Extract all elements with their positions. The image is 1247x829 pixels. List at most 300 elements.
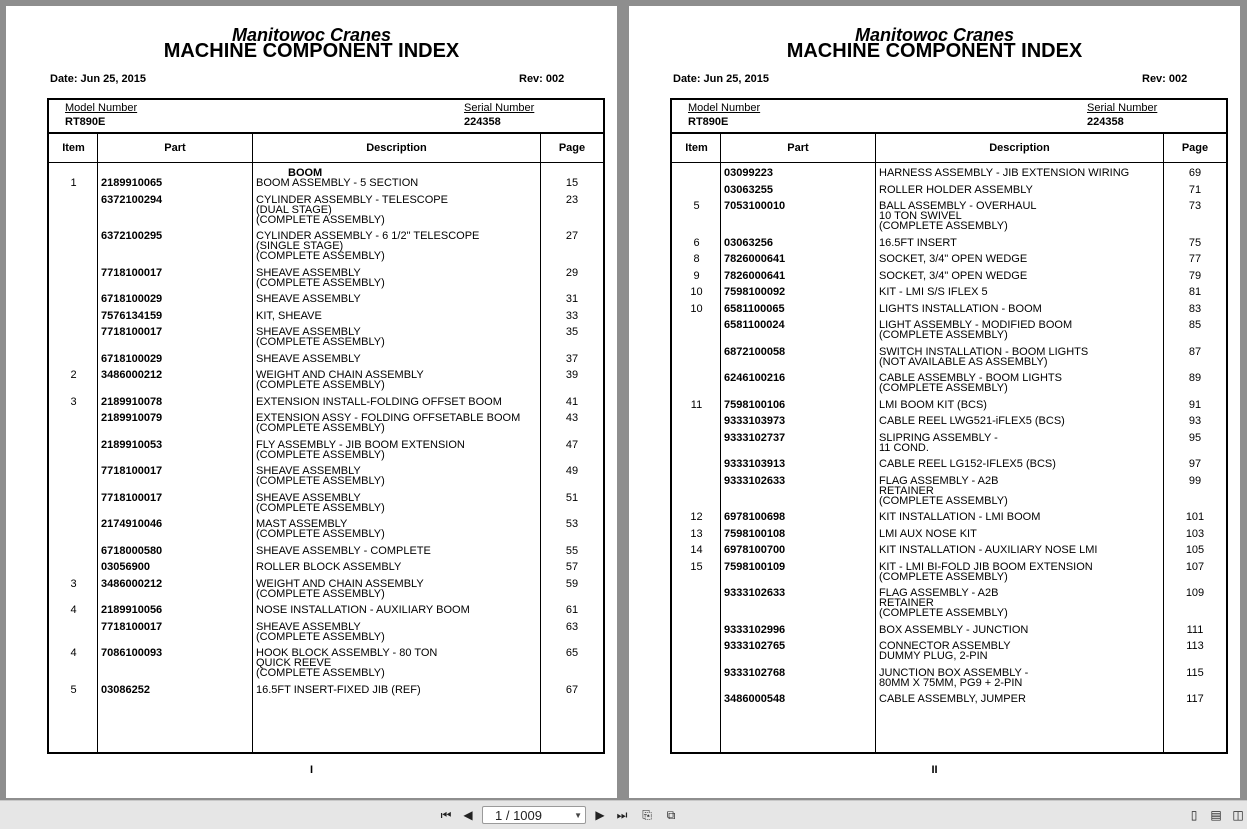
part-description [879, 510, 1164, 522]
part-number: 6246100216 [724, 372, 786, 384]
part-number: 9333102768 [724, 666, 786, 679]
column-header-description: Description [366, 142, 427, 154]
document-date: Date: Jun 25, 2015 [50, 73, 146, 85]
item-number: 9 [693, 269, 700, 282]
table-row [672, 639, 1226, 666]
page-reference: 67 [565, 683, 579, 696]
part-number: 7826000641 [724, 269, 786, 282]
description-line: (COMPLETE ASSEMBLY) [256, 250, 385, 262]
part-number: 7718100017 [101, 620, 163, 633]
description-line: HOOK BLOCK ASSEMBLY - 80 TON [256, 647, 438, 659]
description-line: (COMPLETE ASSEMBLY) [879, 570, 1008, 583]
description-line: DUMMY PLUG, 2-PIN [879, 650, 988, 662]
serial-number-label: Serial Number [464, 102, 535, 114]
column-header-page: Page [558, 142, 586, 154]
description-line: LMI AUX NOSE KIT [879, 527, 977, 540]
model-number-label: Model Number [688, 102, 761, 114]
table-row [672, 252, 1226, 269]
description-line: SWITCH INSTALLATION - BOOM LIGHTS [879, 345, 1089, 358]
column-header-row [672, 134, 1226, 163]
part-number: 03063255 [724, 183, 773, 196]
part-description [879, 166, 1164, 178]
description-line: (COMPLETE ASSEMBLY) [256, 379, 385, 391]
part-description [879, 414, 1164, 426]
part-description [256, 292, 541, 304]
table-row [672, 371, 1226, 398]
description-line: SHEAVE ASSEMBLY [256, 352, 361, 365]
part-description [879, 623, 1164, 635]
part-description [879, 269, 1164, 281]
last-page-icon[interactable]: ⏭ [616, 808, 628, 822]
table-row [49, 577, 603, 604]
column-header-item: Item [685, 142, 708, 154]
part-number: 7576134159 [101, 309, 163, 322]
company-name: Manitowoc Cranes [231, 25, 392, 45]
description-line: SHEAVE ASSEMBLY [256, 293, 361, 305]
description-line: CABLE REEL LG152-IFLEX5 (BCS) [879, 458, 1056, 470]
table-row [672, 586, 1226, 623]
part-number: 9333103973 [724, 415, 786, 427]
item-number: 4 [70, 604, 77, 616]
part-description [256, 395, 541, 407]
document-page [6, 6, 617, 798]
part-description [256, 368, 541, 390]
page-reference: 23 [565, 193, 579, 206]
part-description [256, 544, 541, 556]
page-reference: 95 [1188, 431, 1202, 444]
item-number: 5 [70, 683, 77, 696]
description-line: SHEAVE ASSEMBLY - COMPLETE [256, 544, 431, 557]
description-line: CONNECTOR ASSEMBLY [879, 640, 1011, 652]
part-number: 7718100017 [101, 491, 163, 504]
page-reference: 53 [565, 518, 579, 530]
table-row [49, 309, 603, 326]
part-number: 3486000212 [101, 577, 163, 590]
item-number: 2 [70, 369, 77, 381]
part-description [256, 517, 541, 539]
description-line: (COMPLETE ASSEMBLY) [256, 276, 385, 289]
table-body [672, 166, 1226, 709]
section-heading: BOOM [288, 167, 323, 179]
part-description [879, 586, 1164, 618]
description-line: 16.5FT INSERT-FIXED JIB (REF) [256, 683, 421, 696]
page-reference: 27 [565, 230, 579, 242]
table-row [49, 544, 603, 561]
part-description [879, 252, 1164, 264]
page-reference: 73 [1188, 200, 1202, 212]
description-line: (COMPLETE ASSEMBLY) [256, 475, 385, 487]
part-number: 7598100092 [724, 286, 786, 298]
item-number: 3 [70, 395, 77, 408]
description-line: FLAG ASSEMBLY - A2B [879, 474, 999, 487]
item-number: 14 [690, 544, 703, 556]
page-reference: 93 [1188, 415, 1202, 427]
table-row [49, 683, 603, 700]
item-number: 12 [690, 511, 703, 523]
part-description [879, 183, 1164, 195]
page-reference: 31 [565, 293, 579, 305]
part-number: 6718100029 [101, 352, 163, 365]
page-footer-number: I [309, 764, 314, 776]
page-reference: 51 [565, 491, 579, 504]
description-line: LIGHT ASSEMBLY - MODIFIED BOOM [879, 319, 1073, 331]
section-heading-row [49, 166, 603, 179]
part-description [879, 474, 1164, 506]
page-footer-number: II [931, 764, 938, 776]
description-line: (COMPLETE ASSEMBLY) [879, 220, 1008, 232]
part-number: 7598100106 [724, 398, 786, 411]
page-reference: 99 [1188, 474, 1202, 487]
description-line: ROLLER HOLDER ASSEMBLY [879, 183, 1033, 196]
part-description [256, 620, 541, 642]
table-row [49, 646, 603, 683]
description-line: SOCKET, 3/4" OPEN WEDGE [879, 253, 1028, 265]
table-row [49, 411, 603, 438]
page-reference: 79 [1188, 269, 1202, 282]
table-row [49, 368, 603, 395]
part-description [256, 309, 541, 321]
description-line: (NOT AVAILABLE AS ASSEMBLY) [879, 355, 1048, 368]
page-reference: 61 [565, 604, 579, 616]
page-number-input[interactable] [482, 806, 586, 824]
description-line: KIT INSTALLATION - AUXILIARY NOSE LMI [879, 544, 1098, 556]
column-header-part: Part [787, 142, 809, 154]
company-name: Manitowoc Cranes [854, 25, 1015, 45]
serial-number-value: 224358 [464, 116, 501, 128]
description-line: EXTENSION ASSY - FOLDING OFFSETABLE BOOM [256, 412, 521, 424]
description-line: 16.5FT INSERT [879, 236, 957, 249]
description-line: (COMPLETE ASSEMBLY) [256, 336, 385, 348]
page-number-value: 1 / 1009 [495, 808, 542, 823]
part-description [256, 438, 541, 460]
description-line: WEIGHT AND CHAIN ASSEMBLY [256, 577, 424, 590]
page-reference: 47 [565, 438, 579, 451]
part-description [256, 352, 541, 364]
table-row [672, 345, 1226, 372]
chevron-down-icon[interactable]: ▼ [574, 811, 582, 820]
description-line: (COMPLETE ASSEMBLY) [879, 382, 1008, 394]
page-reference: 63 [565, 620, 579, 633]
page-reference: 71 [1188, 183, 1202, 196]
description-line: JUNCTION BOX ASSEMBLY - [879, 666, 1029, 679]
description-line: BALL ASSEMBLY - OVERHAUL [879, 200, 1037, 212]
description-line: CABLE REEL LWG521-iFLEX5 (BCS) [879, 415, 1065, 427]
item-number: 10 [690, 286, 703, 298]
part-description [256, 577, 541, 599]
description-line: RETAINER [879, 484, 934, 497]
description-line: (COMPLETE ASSEMBLY) [256, 587, 385, 600]
table-row [672, 398, 1226, 415]
column-header-part: Part [164, 142, 186, 154]
part-description [879, 431, 1164, 453]
table-row [49, 193, 603, 230]
column-header-item: Item [62, 142, 85, 154]
rotate-icon[interactable]: ⎘ [642, 808, 652, 822]
description-line: SOCKET, 3/4" OPEN WEDGE [879, 269, 1028, 282]
description-line: 10 TON SWIVEL [879, 210, 962, 222]
description-line: SLIPRING ASSEMBLY - [879, 431, 998, 444]
table-row [49, 491, 603, 518]
table-row [49, 325, 603, 352]
part-number: 6581100024 [724, 319, 785, 331]
part-description [256, 560, 541, 572]
part-number: 3486000548 [724, 693, 786, 705]
description-line: (COMPLETE ASSEMBLY) [256, 213, 385, 226]
first-page-icon[interactable]: ⏮ [440, 808, 452, 822]
part-number: 7718100017 [101, 326, 163, 338]
part-description [879, 345, 1164, 367]
description-line: LIGHTS INSTALLATION - BOOM [879, 302, 1042, 315]
item-number: 13 [690, 527, 703, 540]
table-row [672, 543, 1226, 560]
part-description [879, 692, 1164, 704]
table-row [49, 176, 603, 193]
part-description [256, 646, 541, 678]
part-description [879, 639, 1164, 661]
table-row [49, 266, 603, 293]
item-number: 4 [70, 647, 77, 659]
column-header-page: Page [1181, 142, 1209, 154]
part-description [879, 371, 1164, 393]
table-row [672, 302, 1226, 319]
page-reference: 37 [565, 352, 579, 365]
description-line: KIT, SHEAVE [256, 309, 322, 322]
part-number: 2189910065 [101, 177, 163, 189]
part-number: 7718100017 [101, 465, 163, 477]
description-line: (COMPLETE ASSEMBLY) [256, 667, 385, 679]
page-reference: 85 [1188, 319, 1202, 331]
page-reference: 115 [1186, 666, 1204, 679]
part-description [879, 285, 1164, 297]
page-reference: 43 [565, 412, 579, 424]
page-reference: 29 [565, 266, 579, 279]
description-line: SHEAVE ASSEMBLY [256, 491, 361, 504]
part-description [879, 527, 1164, 539]
document-revision: Rev: 002 [519, 73, 565, 85]
table-row [672, 666, 1226, 693]
table-row [49, 229, 603, 266]
description-line: 80MM X 75MM, PG9 + 2-PIN [879, 676, 1023, 689]
page-reference: 83 [1188, 302, 1202, 315]
part-number: 03099223 [724, 167, 773, 179]
page-reference: 59 [565, 577, 579, 590]
description-line: MAST ASSEMBLY [256, 518, 348, 530]
part-description [879, 318, 1164, 340]
description-line: SHEAVE ASSEMBLY [256, 620, 361, 633]
table-row [49, 517, 603, 544]
page-reference: 103 [1185, 527, 1205, 540]
model-serial-box [49, 100, 603, 134]
page-reference: 91 [1188, 398, 1202, 411]
part-number: 6372100295 [101, 230, 163, 242]
page-reference: 105 [1185, 544, 1205, 556]
part-number: 03086252 [101, 683, 150, 696]
description-line: EXTENSION INSTALL-FOLDING OFFSET BOOM [256, 395, 502, 408]
part-number: 2174910046 [101, 518, 163, 530]
description-line: CYLINDER ASSEMBLY - 6 1/2" TELESCOPE [256, 230, 480, 242]
table-row [49, 464, 603, 491]
prev-page-icon[interactable]: ◀ [463, 808, 473, 822]
table-row [672, 510, 1226, 527]
table-row [49, 620, 603, 647]
table-row [672, 560, 1226, 587]
part-description [256, 193, 541, 225]
description-line: (COMPLETE ASSEMBLY) [879, 607, 1008, 619]
part-number: 6718100029 [101, 293, 163, 305]
page-reference: 35 [565, 326, 579, 338]
item-number: 5 [693, 200, 700, 212]
serial-number-value: 224358 [1087, 116, 1124, 128]
part-number: 6372100294 [101, 193, 163, 206]
viewer-toolbar [0, 800, 1247, 829]
description-line: BOOM ASSEMBLY - 5 SECTION [256, 177, 419, 189]
part-description [879, 398, 1164, 410]
part-description [256, 176, 541, 188]
description-line: HARNESS ASSEMBLY - JIB EXTENSION WIRING [879, 167, 1130, 179]
description-line: QUICK REEVE [256, 657, 332, 669]
part-number: 2189910079 [101, 412, 163, 424]
model-number-value: RT890E [65, 116, 106, 128]
page-reference: 69 [1188, 167, 1202, 179]
part-number: 7826000641 [724, 253, 786, 265]
part-description [879, 199, 1164, 231]
table-row [672, 623, 1226, 640]
description-line: CABLE ASSEMBLY - BOOM LIGHTS [879, 372, 1062, 384]
table-row [672, 431, 1226, 458]
part-description [256, 603, 541, 615]
part-description [256, 266, 541, 288]
description-line: (SINGLE STAGE) [256, 240, 344, 252]
description-line: KIT - LMI S/S IFLEX 5 [879, 286, 988, 298]
part-number: 03063256 [724, 236, 773, 249]
page-reference: 65 [565, 647, 579, 659]
part-number: 2189910053 [101, 438, 163, 451]
table-row [49, 560, 603, 577]
page-reference: 101 [1185, 511, 1205, 523]
description-line: (COMPLETE ASSEMBLY) [256, 528, 385, 540]
part-number: 2189910056 [101, 604, 163, 616]
page-reference: 111 [1186, 623, 1204, 636]
part-number: 7598100108 [724, 527, 786, 540]
part-number: 9333102737 [724, 431, 786, 444]
description-line: 11 COND. [879, 441, 929, 454]
page-reference: 109 [1185, 587, 1205, 599]
page-reference: 15 [565, 177, 579, 189]
part-number: 7086100093 [101, 647, 163, 659]
part-number: 9333102996 [724, 623, 786, 636]
table-row [672, 527, 1226, 544]
page-reference: 107 [1185, 560, 1205, 573]
item-number: 15 [690, 560, 703, 573]
part-number: 2189910078 [101, 395, 163, 408]
part-description [256, 491, 541, 513]
page-reference: 87 [1188, 345, 1202, 358]
description-line: CABLE ASSEMBLY, JUMPER [879, 693, 1026, 705]
page-reference: 75 [1188, 236, 1202, 249]
table-row [49, 438, 603, 465]
fit-icon[interactable]: ⧉ [666, 808, 676, 822]
serial-number-label: Serial Number [1087, 102, 1158, 114]
description-line: (COMPLETE ASSEMBLY) [256, 422, 385, 434]
column-header-row [49, 134, 603, 163]
table-row [49, 603, 603, 620]
part-description [879, 302, 1164, 314]
model-number-value: RT890E [688, 116, 729, 128]
item-number: 11 [690, 398, 703, 411]
page-reference: 89 [1188, 372, 1202, 384]
description-line: SHEAVE ASSEMBLY [256, 465, 361, 477]
index-table [47, 98, 605, 754]
description-line: (COMPLETE ASSEMBLY) [256, 630, 385, 643]
page-reference: 41 [565, 395, 579, 408]
description-line: BOX ASSEMBLY - JUNCTION [879, 623, 1029, 636]
part-number: 9333103913 [724, 458, 786, 470]
part-description [879, 666, 1164, 688]
index-table [670, 98, 1228, 754]
part-description [256, 229, 541, 261]
page-reference: 77 [1188, 253, 1202, 265]
table-row [49, 292, 603, 309]
table-row [672, 692, 1226, 709]
table-row [672, 457, 1226, 474]
table-row [49, 395, 603, 412]
page-reference: 55 [565, 544, 579, 557]
table-row [672, 269, 1226, 286]
page-reference: 113 [1186, 640, 1204, 652]
item-number: 3 [70, 577, 77, 590]
description-line: (DUAL STAGE) [256, 203, 332, 216]
part-description [879, 457, 1164, 469]
description-line: KIT INSTALLATION - LMI BOOM [879, 511, 1041, 523]
description-line: LMI BOOM KIT (BCS) [879, 398, 987, 411]
page-reference: 97 [1188, 458, 1202, 470]
part-description [879, 560, 1164, 582]
table-row [672, 199, 1226, 236]
next-page-icon[interactable]: ▶ [595, 808, 605, 822]
description-line: (COMPLETE ASSEMBLY) [256, 501, 385, 514]
description-line: SHEAVE ASSEMBLY [256, 266, 361, 279]
item-number: 6 [693, 236, 700, 249]
page-reference: 49 [565, 465, 579, 477]
part-description [256, 683, 541, 695]
description-line: (COMPLETE ASSEMBLY) [879, 329, 1008, 341]
document-page [629, 6, 1240, 798]
part-number: 7053100010 [724, 200, 786, 212]
description-line: RETAINER [879, 597, 934, 609]
part-number: 6718000580 [101, 544, 163, 557]
model-number-label: Model Number [65, 102, 138, 114]
continuous-icon[interactable]: ▤ [1210, 808, 1222, 822]
part-number: 6978100698 [724, 511, 786, 523]
document-date: Date: Jun 25, 2015 [673, 73, 769, 85]
table-row [672, 183, 1226, 200]
model-serial-box [672, 100, 1226, 134]
description-line: ROLLER BLOCK ASSEMBLY [256, 561, 402, 573]
table-body [49, 166, 603, 699]
single-page-icon[interactable]: ▯ [1190, 808, 1198, 822]
table-row [49, 352, 603, 369]
description-line: CYLINDER ASSEMBLY - TELESCOPE [256, 193, 448, 206]
table-row [672, 166, 1226, 183]
facing-icon[interactable]: ◫ [1232, 808, 1244, 822]
table-row [672, 318, 1226, 345]
part-number: 6872100058 [724, 345, 786, 358]
part-number: 7718100017 [101, 266, 163, 279]
item-number: 10 [690, 302, 703, 315]
part-number: 3486000212 [101, 369, 163, 381]
part-number: 03056900 [101, 561, 150, 573]
part-number: 9333102633 [724, 587, 786, 599]
